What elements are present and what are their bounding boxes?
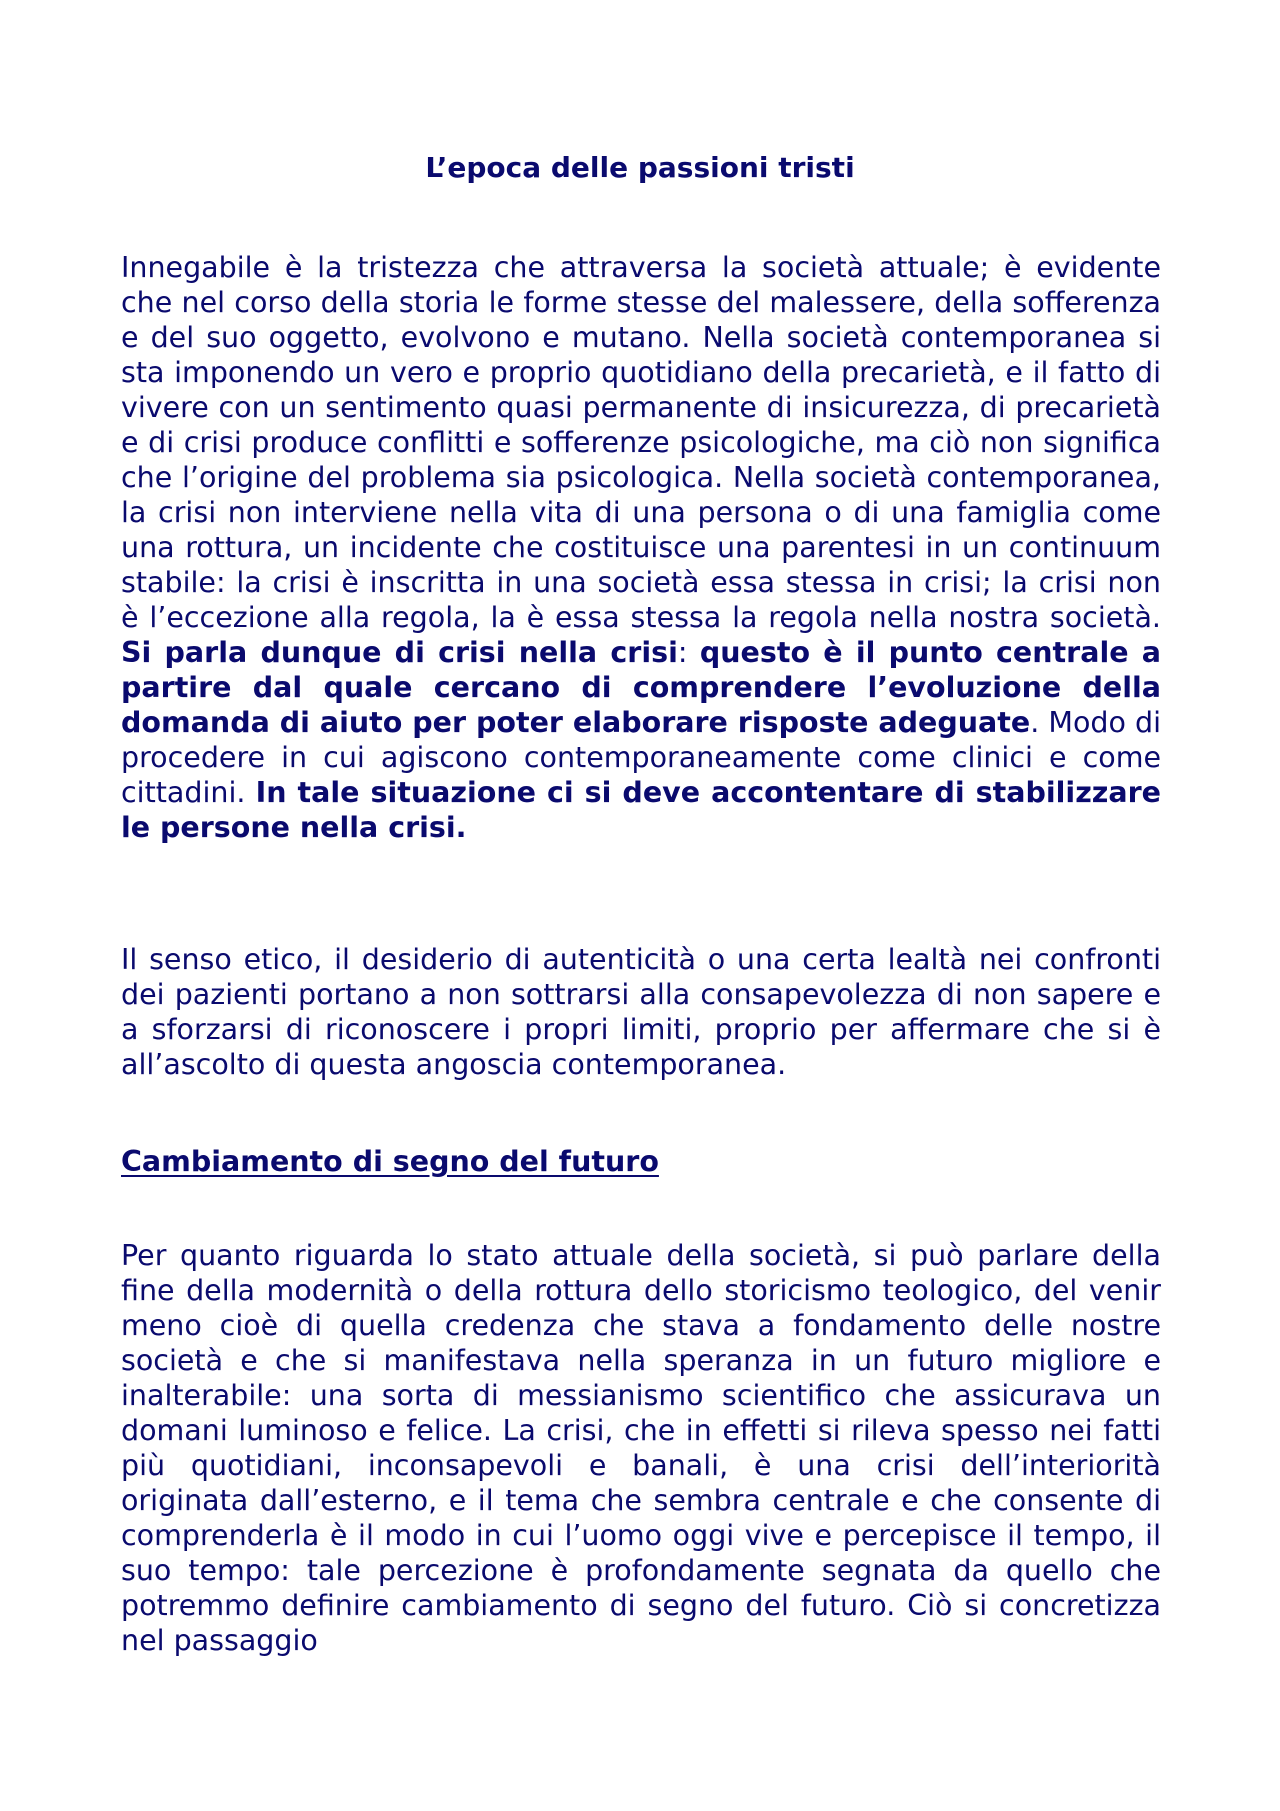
paragraph-1-text-1: Innegabile è la tristezza che attraversa la società attuale; è evidente che nel corso della storia le forme stesse del malessere, della sofferenza e del suo oggetto, evolvono e mutano. Nella società contemporanea si sta imponendo un vero e proprio quotidiano della precarietà, e il fatto di vivere con un sentimento quasi permanente di insicurezza, di precarietà e di crisi produce conflitti e sofferenze psicologiche, ma ciò non significa che l’origine del problema sia psicologica. Nella società contemporanea, la crisi non interviene nella vita di una persona o di una famiglia come una rottura, un incidente che costituisce una parentesi in un continuum stabile: la crisi è inscritta in una società essa stessa in crisi; la crisi non è l’eccezione alla regola, la è essa stessa la regola nella nostra società. bbox=[121, 251, 1161, 634]
paragraph-1-bold-3: In tale situazione ci si deve accontentare di stabilizzare le persone nella crisi. bbox=[121, 776, 1161, 844]
paragraph-2: Il senso etico, il desiderio di autenticità o una certa lealtà nei confronti dei pazienti portano a non sottrarsi alla consapevolezza di non sapere e a sforzarsi di riconoscere i propri limiti, proprio per affermare che si è all’ascolto di questa angoscia contemporanea. bbox=[121, 943, 1161, 1081]
document-title: L’epoca delle passioni tristi bbox=[425, 151, 855, 184]
paragraph-1-text-2: : bbox=[677, 636, 700, 669]
paragraph-1-text-3: . Modo di procedere in cui agiscono contemporaneamente come clinici e come cittadini. bbox=[121, 706, 1161, 809]
paragraph-3: Per quanto riguarda lo stato attuale della società, si può parlare della fine della modernità o della rottura dello storicismo teologico, del venir meno cioè di quella credenza che stava a fondamento delle nostre società e che si manifestava nella speranza in un futuro migliore e inalterabile: una sorta di messianismo scientifico che assicurava un domani luminoso e felice. La crisi, che in effetti si rileva spesso nei fatti più quotidiani, inconsapevoli e banali, è una crisi dell’interiorità originata dall’esterno, e il tema che sembra centrale e che consente di comprenderla è il modo in cui l’uomo oggi vive e percepisce il tempo, il suo tempo: tale percezione è profondamente segnata da quello che potremmo definire cambiamento di segno del futuro. Ciò si concretizza nel passaggio bbox=[121, 1239, 1161, 1657]
paragraph-1-bold-1: Si parla dunque di crisi nella crisi bbox=[121, 636, 678, 669]
paragraph-1-bold-2: questo è il punto centrale a partire dal quale cercano di comprendere l’evoluzione della domanda di aiuto per poter elaborare risposte adeguate bbox=[121, 636, 1162, 739]
paragraph-1 bbox=[121, 250, 1161, 845]
section-heading: Cambiamento di segno del futuro bbox=[121, 1145, 659, 1178]
